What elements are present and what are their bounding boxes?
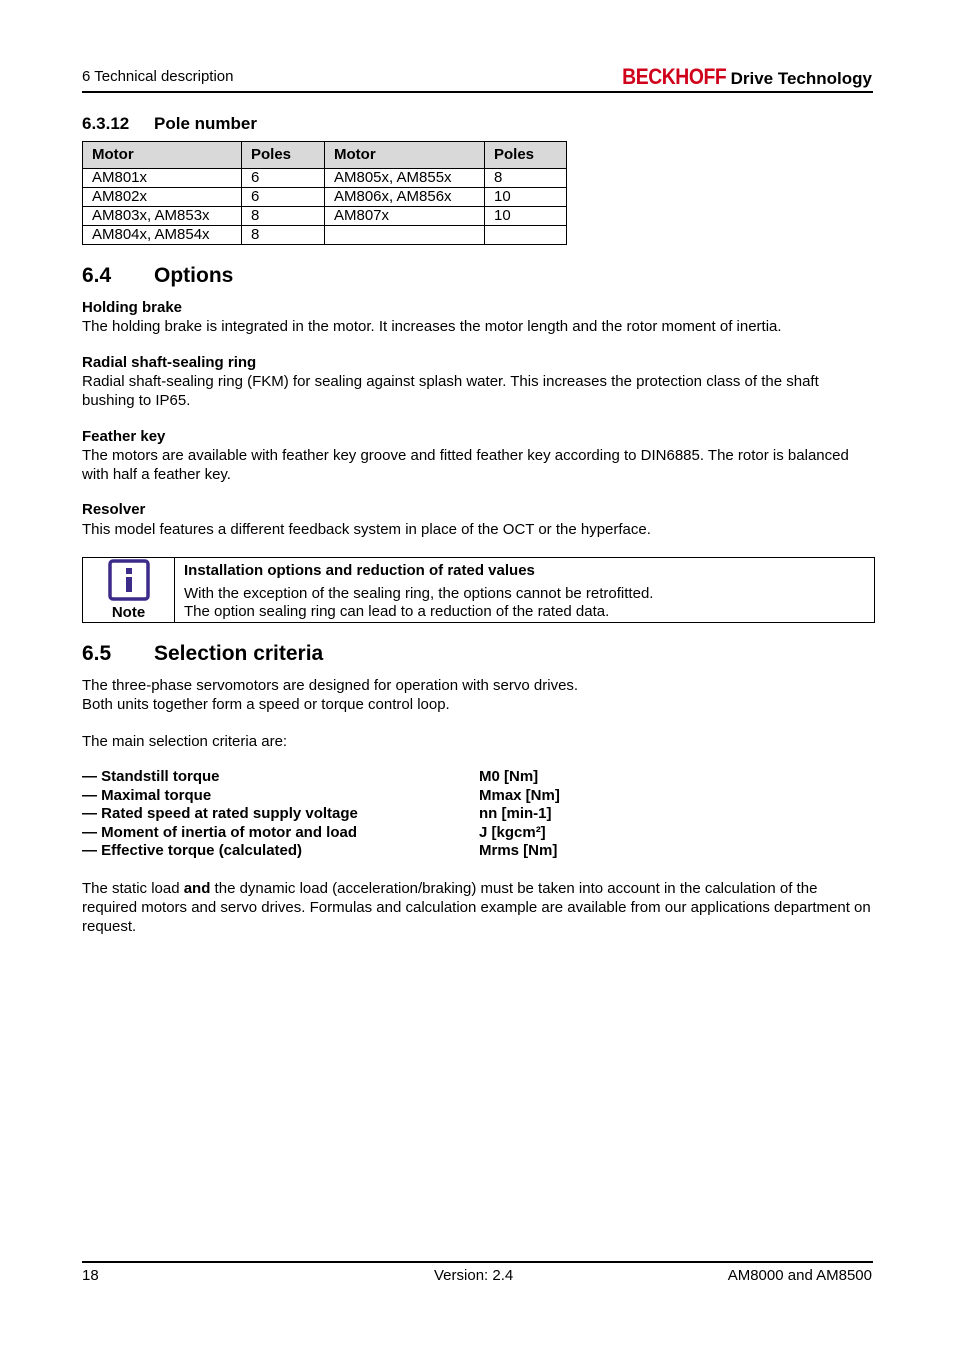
table-row xyxy=(83,226,567,245)
criteria-name: — Moment of inertia of motor and load xyxy=(82,824,357,841)
closing-text: the dynamic load (acceleration/braking) must be taken into account in the calculation of the required motors and servo drives. Formulas and calculation example are available from our applications department on request. xyxy=(82,880,871,935)
option-title-feather-key: Feather key xyxy=(82,428,166,445)
section-number: 6.3.12 xyxy=(82,114,130,133)
page-number: 18 xyxy=(82,1267,99,1284)
intro-line: The three-phase servomotors are designed for operation with servo drives. xyxy=(82,677,579,694)
table-cell xyxy=(325,226,485,245)
criteria-row xyxy=(82,768,582,787)
criteria-row xyxy=(82,824,582,843)
table-cell: AM802x xyxy=(83,188,242,207)
table-cell: 10 xyxy=(485,207,567,226)
closing-paragraph xyxy=(82,879,874,936)
criteria-row xyxy=(82,842,582,861)
criteria-unit: J [kgcm²] xyxy=(479,824,546,841)
criteria-row xyxy=(82,787,582,806)
table-cell: 10 xyxy=(485,188,567,207)
table-cell: AM804x, AM854x xyxy=(83,226,242,245)
section-title: Selection criteria xyxy=(154,642,324,665)
option-title-shaft-sealing-ring: Radial shaft-sealing ring xyxy=(82,354,257,371)
options-heading xyxy=(82,264,233,288)
note-icon-cell xyxy=(83,558,175,622)
criteria-row xyxy=(82,805,582,824)
header-section-title: 6 Technical description xyxy=(82,68,234,85)
option-title-resolver: Resolver xyxy=(82,501,146,518)
table-cell: 6 xyxy=(242,169,325,188)
product-line: Drive Technology xyxy=(730,69,872,88)
closing-emphasis: and xyxy=(183,880,211,897)
table-cell: AM806x, AM856x xyxy=(325,188,485,207)
table-row xyxy=(83,207,567,226)
table-row xyxy=(83,169,567,188)
table-cell: AM803x, AM853x xyxy=(83,207,242,226)
criteria-unit: nn [min-1] xyxy=(479,805,552,822)
table-header: Motor xyxy=(83,142,242,169)
criteria-name: — Standstill torque xyxy=(82,768,220,785)
table-cell: AM805x, AM855x xyxy=(325,169,485,188)
criteria-unit: M0 [Nm] xyxy=(479,768,539,785)
info-icon xyxy=(108,559,150,601)
criteria-intro: The main selection criteria are: xyxy=(82,733,288,750)
pole-number-heading xyxy=(82,114,257,134)
footer-divider xyxy=(82,1261,873,1263)
criteria-name: — Maximal torque xyxy=(82,787,212,804)
header-divider xyxy=(82,91,873,93)
table-cell: 8 xyxy=(242,226,325,245)
table-cell: AM807x xyxy=(325,207,485,226)
note-title: Installation options and reduction of rated values xyxy=(184,562,535,579)
table-header-row xyxy=(83,142,567,169)
table-cell: AM801x xyxy=(83,169,242,188)
criteria-unit: Mmax [Nm] xyxy=(479,787,560,804)
option-body-feather-key: The motors are available with feather key groove and fitted feather key according to DIN6885. The rotor is balanced with half a feather key. xyxy=(82,447,849,483)
version-label: Version: 2.4 xyxy=(434,1267,514,1284)
section-number: 6.4 xyxy=(82,264,112,287)
section-title: Options xyxy=(154,264,234,287)
header-brand xyxy=(608,64,872,90)
selection-criteria-heading xyxy=(82,642,323,666)
table-cell: 8 xyxy=(485,169,567,188)
note-text: The option sealing ring can lead to a reduction of the rated data. xyxy=(184,603,610,620)
intro-line: Both units together form a speed or torque control loop. xyxy=(82,696,450,713)
table-row xyxy=(83,188,567,207)
table-cell: 6 xyxy=(242,188,325,207)
table-header: Motor xyxy=(325,142,485,169)
section-title: Pole number xyxy=(154,114,257,133)
note-text: With the exception of the sealing ring, the options cannot be retrofitted. xyxy=(184,585,654,602)
pole-table xyxy=(82,141,567,245)
brand-logo: BECKHOFF xyxy=(622,64,727,89)
option-body-resolver: This model features a different feedback system in place of the OCT or the hyperface. xyxy=(82,521,651,538)
table-cell xyxy=(485,226,567,245)
section-number: 6.5 xyxy=(82,642,112,665)
note-box xyxy=(82,557,875,623)
criteria-name: — Rated speed at rated supply voltage xyxy=(82,805,358,822)
criteria-name: — Effective torque (calculated) xyxy=(82,842,303,859)
table-cell: 8 xyxy=(242,207,325,226)
table-header: Poles xyxy=(242,142,325,169)
option-body-holding-brake: The holding brake is integrated in the motor. It increases the motor length and the rotor moment of inertia. xyxy=(82,318,782,335)
option-title-holding-brake: Holding brake xyxy=(82,299,183,316)
table-header: Poles xyxy=(485,142,567,169)
closing-text: The static load xyxy=(82,880,184,897)
criteria-unit: Mrms [Nm] xyxy=(479,842,558,859)
footer-product: AM8000 and AM8500 xyxy=(727,1267,872,1284)
note-label: Note xyxy=(111,604,146,621)
option-body-shaft-sealing-ring: Radial shaft-sealing ring (FKM) for sealing against splash water. This increases the protection class of the shaft bushing to IP65. xyxy=(82,373,819,409)
